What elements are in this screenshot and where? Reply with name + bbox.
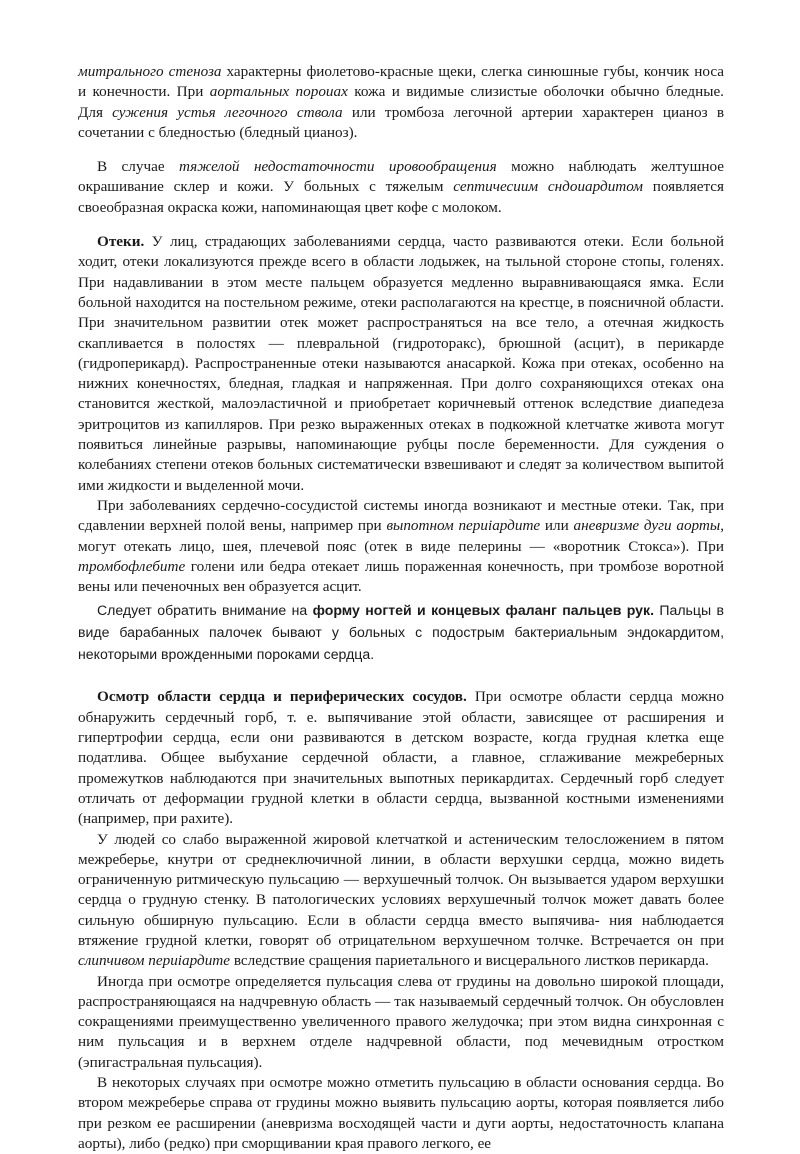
paragraph-clubbing <box>78 599 724 665</box>
text-run: вследствие сращения париетального и висцерального листков перикарда. <box>230 952 709 970</box>
italic-text: тяжелой недостаточности ировообращения <box>179 158 497 176</box>
italic-text: сужения устья легочного ствола <box>112 103 343 121</box>
italic-text: слипчивом периiардите <box>78 952 231 970</box>
text-run: При осмотре области сердца можно обнаружить сердечный горб, т. е. выпячивание этой области, зависящее от расширения и гипертрофии сердца, если они развиваются в детском возрасте, когда грудная клетка еще податлива. Общее выбухание сердечной области, а главное, сглаживание межреберных промежутков наблюдаются при значительных выпотных перикардитах. Сердечный горб следует отличать от деформации грудной клетки в области сердца, вызванной костными изменениями (например, при рахите). <box>78 688 724 828</box>
text-run: Иногда при осмотре определяется пульсация слева от грудины на довольно широкой площади, распространяющаяся на надчревную область — так называемый сердечный толчок. Он обусловлен сокращениями преимущественно увеличенного правого желудочка; при этом видна синхронная с ним пульсация и в верхнем отделе надчревной области, под мечевидным отростком (эпигастральная пульсация). <box>78 972 724 1071</box>
italic-text: аортальных пороиах <box>209 83 348 101</box>
paragraph-heart-inspection <box>78 687 724 829</box>
paragraph-base-pulsation <box>78 1073 724 1154</box>
text-run: характерны фиолетово-красные щеки, слегка синюшные губы, кончик носа и конечности. При <box>78 63 724 101</box>
text-run: или <box>540 517 574 535</box>
italic-text: выпотном периiардите <box>386 517 541 535</box>
paragraph-local-edema <box>78 496 724 597</box>
text-run: В некоторых случаях при осмотре можно отметить пульсацию в области основания сердца. Во втором межреберье справа от грудины можно выявить пульсацию аорты, которая появляется либо при резком ее расширении (аневризма восходящей части и дуги аорты, недостаточность клапана аорты), либо (редко) при сморщивании края правого легкого, ее <box>78 1074 724 1152</box>
paragraph-edema <box>78 232 724 496</box>
text-run: У лиц, страдающих заболеваниями сердца, часто развиваются отеки. Если больной ходит, отеки локализуются прежде всего в области лодыжек, на тыльной стороне стопы, голенях. При надавливании в этом месте пальцем образуется медленно выравнивающаяся ямка. Если больной находится на постельном режиме, отеки располагаются на крестце, в поясничной области. При значительном развитии отек может распространяться на все тело, а отечная жидкость скапливается в полостях — плевральной (гидроторакс), брюшной (асцит), в перикарде (гидроперикард). Распространенные отеки называются анасаркой. Кожа при отеках, особенно на нижних конечностях, бледная, гладкая и напряженная. При долго сохраняющихся отеках она становится жесткой, малоэластичной и приобретает коричневый оттенок вследствие диапедеза эритроцитов из капилляров. При резко выраженных отеках в подкожной клетчатке живота могут появиться линейные разрывы, напоминающие рубцы после беременности. Для суждения о колебаниях степени отеков больных систематически взвешивают и следят за количеством выпитой ими жидкости и выделенной мочи. <box>78 233 724 494</box>
text-run: При заболеваниях сердечно-сосудистой системы иногда возникают и местные отеки. Так, при сдавлении верхней полой вены, например при <box>78 496 724 535</box>
italic-text: септичесиим сндоиардитом <box>453 178 643 196</box>
bold-text: Осмотр области сердца и периферических сосудов. <box>97 688 467 706</box>
italic-text: митрального стеноза <box>78 63 222 80</box>
paragraph-jaundice <box>78 157 724 218</box>
text-run: или тромбоза легочной артерии характерен цианоз в сочетании с бледностью (бледный цианоз). <box>78 103 724 141</box>
document-page <box>78 62 724 1154</box>
text-run: голени или бедра отекает лишь пораженная конечность, при тромбозе воротной вены или печеночных вен образуется асцит. <box>78 557 724 596</box>
text-run: Следует обратить внимание на <box>97 602 313 619</box>
bold-text: форму ногтей и концевых фаланг пальцев рук. <box>312 602 654 619</box>
text-run: В случае <box>97 158 180 176</box>
italic-text: аневризме дуги аорты <box>573 517 721 535</box>
text-run: , могут отекать лицо, шея, плечевой пояс (отек в виде пелерины — «воротник Стокса»). При <box>78 517 724 555</box>
text-run: можно наблюдать желтушное окрашивание склер и кожи. У больных с тяжелым <box>78 158 724 196</box>
paragraph-cardiac-impulse <box>78 972 724 1073</box>
text-run: У людей со слабо выраженной жировой клетчаткой и астеническим телосложением в пятом межреберье, кнутри от среднеключичной линии, в области верхушки сердца, можно видеть ограниченную ритмическую пульсацию — верхушечный толчок. Он вызывается ударом верхушки сердца о грудную стенку. В патологических условиях верхушечный толчок может давать более сильную обширную пульсацию. Если в области сердца вместо выпячива- ния наблюдается втяжение грудной клетки, говорят об отрицательном верхушечном толчке. Встречается он при <box>78 830 724 949</box>
paragraph-cyanosis <box>78 62 724 143</box>
text-run: появляется своеобразная окраска кожи, напоминающая цвет кофе с молоком. <box>78 178 724 216</box>
text-run: кожа и видимые слизистые оболочки обычно бледные. Для <box>78 83 724 121</box>
text-run: Пальцы в виде барабанных палочек бывают у больных с подострым бактериальным эндокардитом, некоторыми врожденными пороками сердца. <box>78 602 724 663</box>
bold-text: Отеки. <box>97 233 145 251</box>
italic-text: тромбофлебите <box>78 557 186 575</box>
paragraph-apex-beat <box>78 830 724 972</box>
